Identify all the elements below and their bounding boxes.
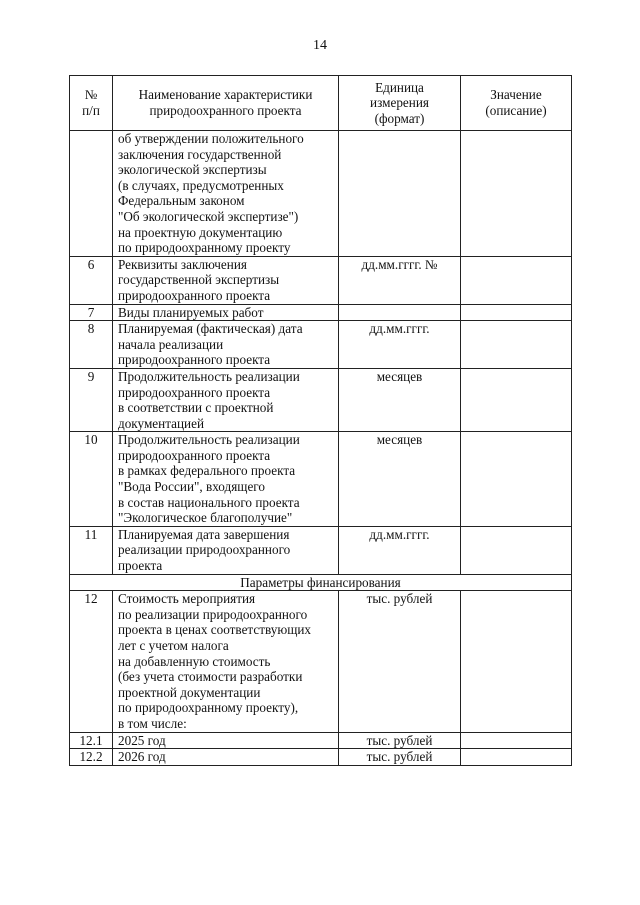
header-num xyxy=(70,76,113,131)
text-line: заключения государственной xyxy=(118,146,282,162)
table-row xyxy=(70,131,572,257)
value-cell xyxy=(461,432,572,527)
value-cell xyxy=(461,131,572,257)
text-line: Продолжительность реализации xyxy=(118,368,300,384)
text-line: на проектную документацию xyxy=(118,224,283,240)
table-row xyxy=(70,732,572,749)
text-line: в том числе: xyxy=(118,715,187,731)
table-row xyxy=(70,368,572,431)
text-line: проекта в ценах соответствующих xyxy=(118,622,312,638)
text-line: Продолжительность реализации xyxy=(118,432,300,448)
unit-of-measure: месяцев xyxy=(339,368,461,431)
section-row xyxy=(70,574,572,591)
text-line: экологической экспертизы xyxy=(118,162,267,178)
unit-of-measure: месяцев xyxy=(339,432,461,527)
text-line: природоохранного проекта xyxy=(118,447,271,463)
text-line: № xyxy=(84,87,98,103)
text-line: государственной экспертизы xyxy=(118,272,280,288)
unit-of-measure xyxy=(339,304,461,321)
value-cell xyxy=(461,256,572,304)
text-line: на добавленную стоимость xyxy=(118,653,271,669)
page-number: 14 xyxy=(313,38,327,53)
text-line: начала реализации xyxy=(118,336,224,352)
row-number xyxy=(70,131,113,257)
text-line: измерения xyxy=(370,95,429,111)
text-line: в состав национального проекта xyxy=(118,494,300,510)
text-line: по природоохранному проекту xyxy=(118,240,291,256)
value-cell xyxy=(461,304,572,321)
value-cell xyxy=(461,749,572,766)
text-line: (без учета стоимости разработки xyxy=(118,669,303,685)
table-row xyxy=(70,749,572,766)
text-line: в соответствии с проектной xyxy=(118,400,274,416)
row-number: 7 xyxy=(70,304,113,321)
text-line: в рамках федерального проекта xyxy=(118,463,296,479)
text-line: 2025 год xyxy=(118,732,166,748)
text-line: по реализации природоохранного xyxy=(118,606,308,622)
unit-of-measure: тыс. рублей xyxy=(339,749,461,766)
unit-of-measure xyxy=(339,131,461,257)
row-number: 9 xyxy=(70,368,113,431)
unit-of-measure: дд.мм.гггг. № xyxy=(339,256,461,304)
row-number: 8 xyxy=(70,321,113,369)
characteristic-name xyxy=(113,131,339,257)
text-line: Планируемая (фактическая) дата xyxy=(118,321,303,337)
row-number: 6 xyxy=(70,256,113,304)
text-line: 2026 год xyxy=(118,749,166,765)
characteristic-name xyxy=(113,256,339,304)
text-line: "Вода России", входящего xyxy=(118,479,265,495)
unit-of-measure: тыс. рублей xyxy=(339,732,461,749)
unit-of-measure: тыс. рублей xyxy=(339,591,461,732)
text-line: Планируемая дата завершения xyxy=(118,526,290,542)
text-line: Стоимость мероприятия xyxy=(118,591,256,607)
characteristic-name xyxy=(113,304,339,321)
text-line: Единица xyxy=(375,79,424,95)
text-line: "Экологическое благополучие" xyxy=(118,510,293,526)
text-line: реализации природоохранного xyxy=(118,542,291,558)
text-line: по природоохранному проекту), xyxy=(118,700,299,716)
value-cell xyxy=(461,732,572,749)
table-body xyxy=(70,131,572,766)
text-line: (описание) xyxy=(485,103,547,118)
text-line: природоохранного проекта xyxy=(118,287,271,303)
text-line: проектной документации xyxy=(118,684,261,700)
text-line: природоохранного проекта xyxy=(149,103,302,118)
value-cell xyxy=(461,368,572,431)
project-characteristics-table xyxy=(69,75,572,766)
characteristic-name xyxy=(113,368,339,431)
text-line: "Об экологической экспертизе") xyxy=(118,208,299,224)
text-line: (формат) xyxy=(374,110,425,126)
row-number: 11 xyxy=(70,526,113,574)
row-number: 12.1 xyxy=(70,732,113,749)
table-row xyxy=(70,591,572,732)
text-line: (в случаях, предусмотренных xyxy=(118,177,284,193)
row-number: 12.2 xyxy=(70,749,113,766)
table-row xyxy=(70,256,572,304)
text-line: природоохранного проекта xyxy=(118,384,271,400)
header-name xyxy=(113,76,339,131)
header-unit xyxy=(339,76,461,131)
text-line: об утверждении положительного xyxy=(118,131,304,146)
characteristic-name xyxy=(113,732,339,749)
table-row xyxy=(70,432,572,527)
characteristic-name xyxy=(113,526,339,574)
section-title: Параметры финансирования xyxy=(70,574,572,591)
characteristic-name xyxy=(113,321,339,369)
text-line: Наименование характеристики xyxy=(138,87,313,103)
value-cell xyxy=(461,321,572,369)
text-line: лет с учетом налога xyxy=(118,638,229,653)
characteristic-name xyxy=(113,591,339,732)
text-line: документацией xyxy=(118,415,205,431)
text-line: природоохранного проекта xyxy=(118,352,271,368)
table-row xyxy=(70,304,572,321)
characteristic-name xyxy=(113,432,339,527)
row-number: 10 xyxy=(70,432,113,527)
text-line: Федеральным законом xyxy=(118,193,245,209)
text-line: Значение xyxy=(490,87,542,103)
row-number: 12 xyxy=(70,591,113,732)
table-row xyxy=(70,321,572,369)
text-line: проекта xyxy=(118,558,163,574)
text-line: Реквизиты заключения xyxy=(118,256,247,272)
unit-of-measure: дд.мм.гггг. xyxy=(339,526,461,574)
value-cell xyxy=(461,526,572,574)
table-row xyxy=(70,526,572,574)
characteristic-name xyxy=(113,749,339,766)
value-cell xyxy=(461,591,572,732)
table-header-row xyxy=(70,76,572,131)
text-line: п/п xyxy=(82,103,100,118)
text-line: Виды планируемых работ xyxy=(118,304,264,320)
header-value xyxy=(461,76,572,131)
unit-of-measure: дд.мм.гггг. xyxy=(339,321,461,369)
